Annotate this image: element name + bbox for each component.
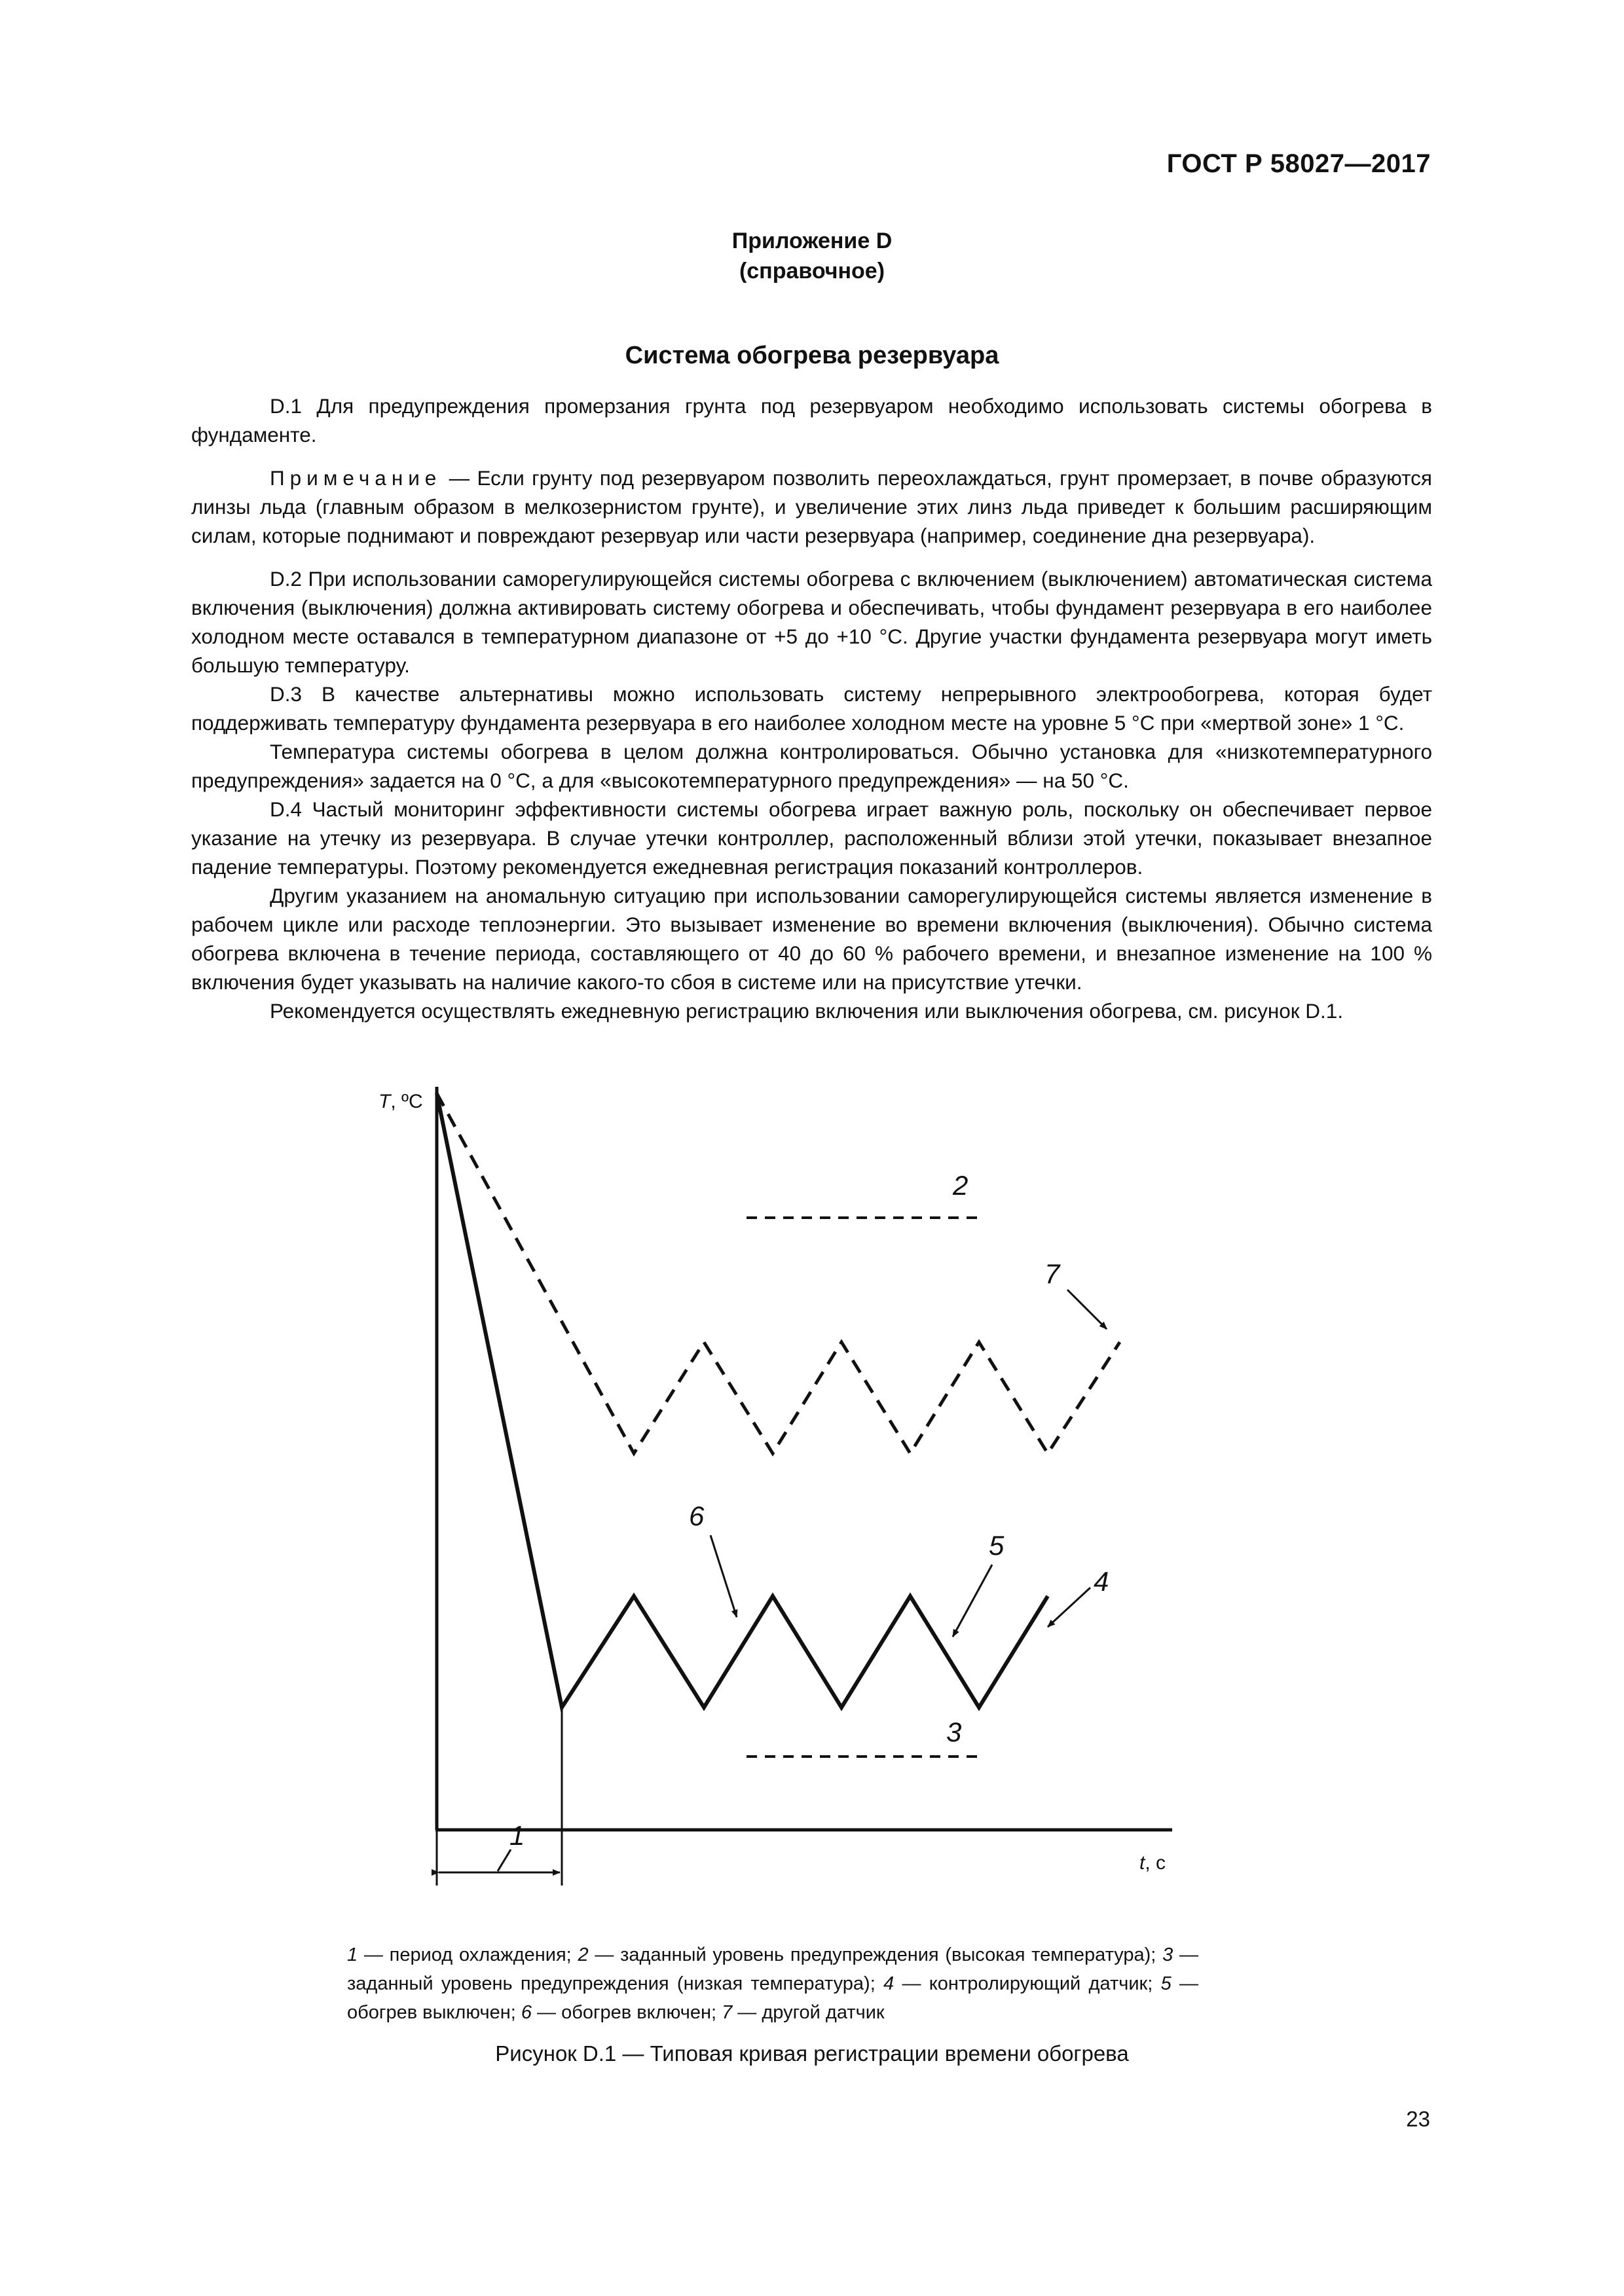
figure-d1 [341,1067,1192,1938]
legend-text-2: — заданный уровень предупреждения (высокая температура); [588,1944,1163,1965]
label-3: 3 [946,1717,962,1747]
label-2: 2 [953,1170,969,1201]
paragraph-d4: D.4 Частый мониторинг эффективности системы обогрева играет важную роль, поскольку он обеспечивает первое указание на утечку из резервуара. В случае утечки контроллер, расположенный вблизи этой утечки, показывает внезапное падение температуры. Поэтому рекомендуется ежедневная регистрация показаний контроллеров. [191,797,1432,879]
label-6: 6 [689,1501,705,1531]
section-title: Система обогрева резервуара [625,342,999,369]
heating-time-diagram [341,1067,1192,1938]
paragraph-d2: D.2 При использовании саморегулирующейся системы обогрева с включением (выключением) автоматическая система включения (выключения) должна активировать систему обогрева и обеспечивать, чтобы фундамент резервуара в его наиболее холодном месте оставался в температурном диапазоне от +5 до +10 °С. Другие участки фундамента резервуара могут иметь большую температуру. [191,567,1432,677]
paragraph-d3: D.3 В качестве альтернативы можно использовать систему непрерывного электрообогрева, которая будет поддерживать температуру фундамента резервуара в его наиболее холодном месте на уровне 5 °С при «мертвой зоне» 1 °С. [191,682,1432,735]
label-4-leader [1048,1588,1090,1627]
body-text [191,392,1432,1025]
appendix-subtitle: (справочное) [739,259,885,283]
figure-legend [347,1941,1198,2027]
legend-text-5: — обогрев выключен; [347,1973,1199,2023]
legend-text-4: — контролирующий датчик; [894,1973,1161,1994]
legend-num-6: 6 [521,2002,532,2023]
document-code: ГОСТ Р 58027—2017 [1166,149,1431,178]
legend-num-3: 3 [1162,1944,1173,1965]
appendix-title: Приложение D [731,228,893,253]
paragraph-temperature-control: Температура системы обогрева в целом должна контролироваться. Обычно установка для «низкотемпературного предупреждения» задается на 0 °С, а для «высокотемпературного предупреждения» — на 50 °С. [191,740,1432,792]
label-5: 5 [989,1530,1005,1561]
page-number: 23 [1406,2107,1430,2131]
legend-text-7: — другой датчик [732,2002,885,2023]
legend-num-1: 1 [347,1944,358,1965]
legend-num-4: 4 [883,1973,895,1994]
figure-title: Рисунок D.1 — Типовая кривая регистрации времени обогрева [495,2041,1129,2066]
paragraph-d1: D.1 Для предупреждения промерзания грунта под резервуаром необходимо использовать системы обогрева в фундаменте. [191,394,1432,446]
legend-text-6: — обогрев включен; [531,2002,722,2023]
other-sensor-curve-dashed [437,1093,1120,1453]
label-1: 1 [509,1820,525,1851]
y-axis-label: T, ºС [378,1091,423,1112]
other-sensor-curve [437,1093,635,1743]
note-label: Примечание [270,466,442,490]
legend-num-5: 5 [1160,1973,1172,1994]
label-4: 4 [1094,1566,1109,1597]
legend-num-7: 7 [722,2002,733,2023]
legend-num-2: 2 [578,1944,589,1965]
paragraph-anomaly: Другим указанием на аномальную ситуацию при использовании саморегулирующейся системы является изменение в рабочем цикле или расходе теплоэнергии. Это вызывает изменение во времени включения (выключения). Обычно система обогрева включена в течение периода, составляющего от 40 до 60 % рабочего времени, и внезапное изменение на 100 % включения будет указывать на наличие какого-то сбоя в системе или на присутствие утечки. [191,884,1432,994]
legend-text-1: — период охлаждения; [358,1944,578,1965]
label-5-leader [953,1565,992,1637]
x-axis-label: t, с [1139,1852,1166,1874]
label-1-leader [498,1850,511,1871]
appendix-heading [0,226,1624,286]
note-text: — Если грунту под резервуаром позволить переохлаждаться, грунт промерзает, в почве образуются линзы льда (главным образом в мелкозернистом грунте), и увеличение этих линз льда приведет к большим расширяющим силам, которые поднимают и повреждают резервуар или части резервуара (например, соединение дна резервуара). [191,466,1432,547]
legend-text-3: — заданный уровень предупреждения (низкая температура); [347,1944,1198,1994]
note-paragraph [191,464,1432,550]
label-7-leader [1067,1290,1107,1329]
label-6-leader [710,1535,737,1617]
label-7: 7 [1044,1258,1060,1289]
paragraph-recommendation: Рекомендуется осуществлять ежедневную регистрацию включения или выключения обогрева, см. рисунок D.1. [270,999,1344,1023]
